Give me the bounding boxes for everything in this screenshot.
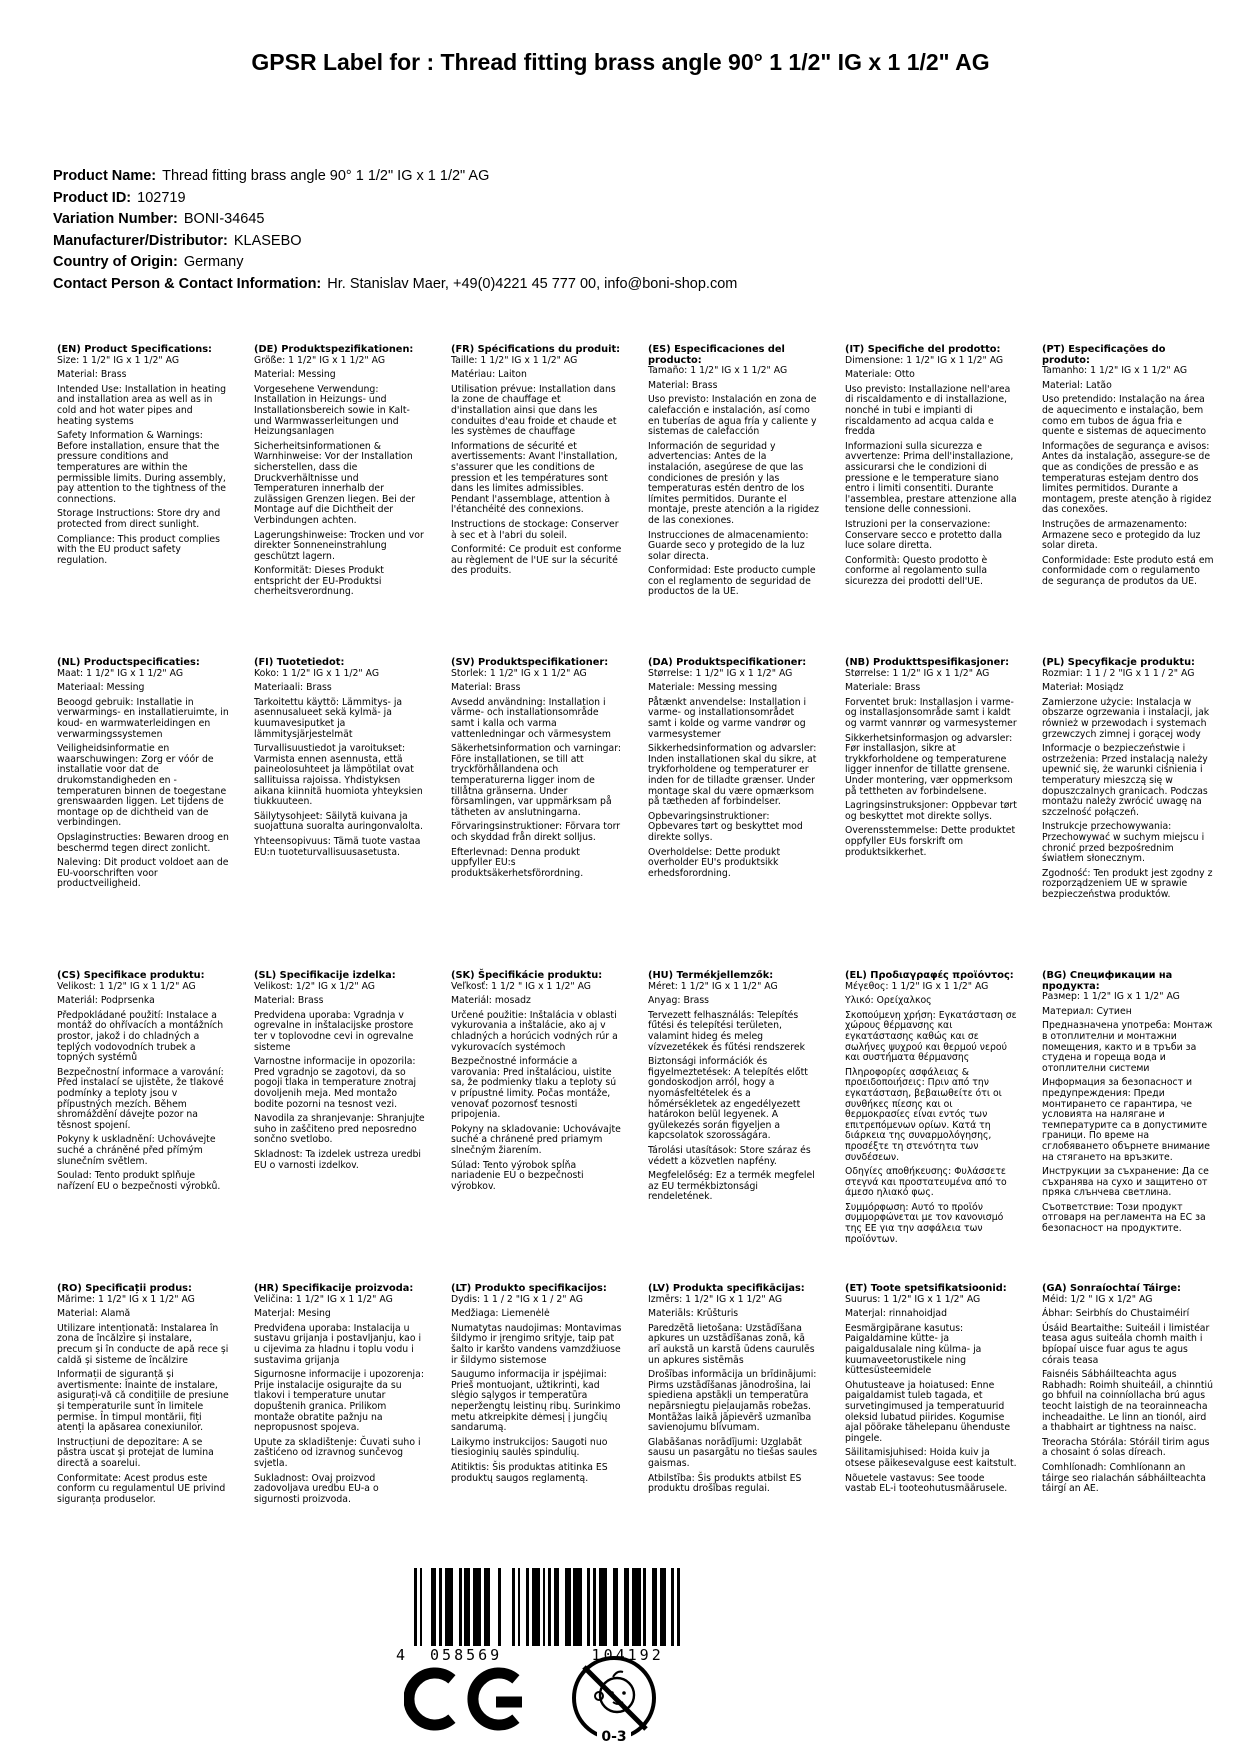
- spec-paragraph: Paredzētā lietošana: Uzstādīšana apkures un uzstādīšanas zonā, kā arī aukstā un karstā ūdens caurulēs un apkures sistēmās: [648, 1322, 815, 1366]
- spec-paragraph: Veličina: 1 1/2" IG x 1 1/2" AG: [254, 1293, 393, 1305]
- spec-paragraph: Instrucciones de almacenamiento: Guarde seco y protegido de la luz solar directa.: [648, 529, 809, 562]
- spec-paragraph: Opslaginstructies: Bewaren droog en beschermd tegen direct zonlicht.: [57, 831, 229, 854]
- spec-paragraph: Tamanho: 1 1/2" IG x 1 1/2" AG: [1042, 365, 1188, 377]
- lang-header: (SL) Specifikacije izdelka:: [254, 970, 396, 981]
- contact-row: [53, 274, 737, 296]
- language-spec-block-nb: [845, 658, 1017, 971]
- spec-paragraph: Förvaringsinstruktioner: Förvara torr och skyddad från direkt solljus.: [451, 821, 621, 843]
- spec-paragraph: Předpokládané použití: Instalace a montáž do ohřívacích a montážních prostor, jakož i do chladných a teplých vodovodních trubek a topných systémů: [57, 1009, 224, 1064]
- spec-paragraph: Påtænkt anvendelse: Installation i varme- og installationsområdet samt i kolde og varme vandrør og varmesystemer: [648, 696, 807, 740]
- barcode-left-group: 058569: [430, 1646, 503, 1664]
- spec-paragraph: Atitiktis: Šis produktas atitinka ES produktų saugos reglamentą.: [451, 1461, 608, 1484]
- spec-paragraph: Материал: Сутиен: [1042, 1005, 1132, 1017]
- spec-paragraph: Размер: 1 1/2" IG x 1 1/2" AG: [1042, 991, 1180, 1003]
- spec-paragraph: Velikost: 1 1/2" IG x 1 1/2" AG: [57, 980, 196, 992]
- spec-paragraph: Opbevaringsinstruktioner: Opbevares tørt og beskyttet mod direkte sollys.: [648, 810, 803, 843]
- lang-header: (DE) Produktspezifikationen:: [254, 344, 414, 355]
- product-name-label: Product Name:: [53, 168, 157, 184]
- spec-paragraph: Μέγεθος: 1 1/2" IG x 1 1/2" AG: [845, 980, 989, 992]
- spec-paragraph: Ábhar: Seirbhís do Chustaiméirí: [1042, 1308, 1190, 1320]
- spec-paragraph: Utilizare intenționată: Instalarea în zona de încălzire și instalare, precum și în conducte de apă rece și caldă și sisteme de încălzire: [57, 1322, 229, 1366]
- spec-paragraph: Maat: 1 1/2" IG x 1 1/2" AG: [57, 667, 184, 679]
- spec-paragraph: Materiale: Messing messing: [648, 682, 778, 694]
- spec-paragraph: Υλικό: Ορείχαλκος: [845, 995, 932, 1007]
- language-spec-block-da: [648, 658, 820, 971]
- page-title: GPSR Label for : Thread fitting brass angle 90° 1 1/2" IG x 1 1/2" AG: [251, 49, 990, 75]
- spec-paragraph: Overensstemmelse: Dette produktet oppfyller EUs forskrift om produktsikkerhet.: [845, 825, 1016, 858]
- language-spec-block-hu: [648, 971, 820, 1284]
- spec-paragraph: Numatytas naudojimas: Montavimas šildymo ir įrengimo srityje, taip pat šalto ir karšto vandens vamzdžiuose ir šildymo sistemose: [451, 1322, 622, 1366]
- spec-paragraph: Material: Alamă: [57, 1308, 131, 1320]
- spec-paragraph: Informações de segurança e avisos: Antes da instalação, assegure-se de que as condições de pressão e as temperaturas estejam dentro dos limites permitidos. Durante a montagem, preste atenção à rigidez das conexões.: [1042, 440, 1212, 516]
- product-id-row: [53, 188, 737, 210]
- lang-header: (IT) Specifiche del prodotto:: [845, 344, 1001, 355]
- spec-paragraph: Drošības informācija un brīdinājumi: Pirms uzstādīšanas jānodrošina, lai spiediena apstākļi un temperatūra nepārsniegtu pieļaujamās robežas. Montāžas laikā jāpievērš uzmanība savienojumu blīvumam.: [648, 1369, 817, 1434]
- spec-paragraph: Materjal: rinnahoidjad: [845, 1308, 947, 1320]
- spec-paragraph: Skladnost: Ta izdelek ustreza uredbi EU o varnosti izdelkov.: [254, 1148, 422, 1171]
- spec-paragraph: Conformidade: Este produto está em conformidade com o regulamento de segurança de produtos da UE.: [1042, 554, 1214, 587]
- spec-paragraph: Dydis: 1 1 / 2 "IG x 1 / 2" AG: [451, 1293, 583, 1305]
- spec-paragraph: Naleving: Dit product voldoet aan de EU-voorschriften voor productveiligheid.: [57, 857, 229, 890]
- lang-header: (LT) Produkto specifikacijos:: [451, 1283, 607, 1294]
- spec-paragraph: Materiał: Mosiądz: [1042, 682, 1124, 694]
- lang-header: (EL) Προδιαγραφές προϊόντος:: [845, 970, 1014, 981]
- language-spec-block-cs: [57, 971, 229, 1284]
- lang-header: (PT) Especificações do produto:: [1042, 344, 1166, 366]
- spec-paragraph: Съответствие: Този продукт отговаря на регламента на ЕС за безопасност на продуктите.: [1042, 1201, 1206, 1235]
- spec-paragraph: Materiál: Podprsenka: [57, 995, 155, 1007]
- language-spec-block-pt: [1042, 345, 1214, 658]
- age-warning-icon: [568, 1652, 660, 1750]
- barcode-right-group: 104192: [591, 1646, 664, 1664]
- spec-paragraph: Konformität: Dieses Produkt entspricht der EU-Produktsi cherheitsverordnung.: [254, 565, 384, 598]
- spec-paragraph: Sigurnosne informacije i upozorenja: Prije instalacije osigurajte da su tlakovi i temperature unutar dopuštenih granica. Prilikom montaže obratite pažnju na nepropusnost spojeva.: [254, 1369, 424, 1434]
- spec-paragraph: Materiale: Otto: [845, 369, 915, 381]
- spec-paragraph: Инструкции за съхранение: Да се съхранява на сухо и защитено от пряка слънчева светлина.: [1042, 1166, 1209, 1199]
- spec-paragraph: Materiaal: Messing: [57, 682, 145, 694]
- spec-paragraph: Súlad: Tento výrobok spĺňa nariadenie EÚ o bezpečnosti výrobkov.: [451, 1159, 584, 1192]
- spec-paragraph: Yhteensopivuus: Tämä tuote vastaa EU:n tuoteturvallisuusasetusta.: [254, 835, 421, 858]
- spec-paragraph: Størrelse: 1 1/2" IG x 1 1/2" AG: [845, 667, 990, 679]
- spec-paragraph: Intended Use: Installation in heating and installation area as well as in cold and hot water pipes and heating systems: [57, 383, 227, 427]
- language-spec-block-de: [254, 345, 426, 658]
- spec-paragraph: Úsáid Beartaithe: Suiteáil i limistéar teasa agus suiteála chomh maith i bpíopaí uisce fuar agus te agus córais teasa: [1042, 1322, 1210, 1366]
- spec-paragraph: Predviđena uporaba: Instalacija u sustavu grijanja i postavljanju, kao i u cijevima za hladnu i toplu vodu i sustavima grijanja: [254, 1322, 422, 1366]
- spec-paragraph: Saugumo informacija ir įspėjimai: Prieš montuojant, užtikrinti, kad slėgio sąlygos ir temperatūra neperžengtų leistinų ribų. Surinkimo metu atkreipkite dėmesį į jungčių sandarumą.: [451, 1369, 621, 1434]
- spec-paragraph: Medžiaga: Liemenėlė: [451, 1308, 550, 1320]
- lang-header: (FI) Tuotetiedot:: [254, 657, 345, 668]
- spec-paragraph: Megfelelőség: Ez a termék megfelel az EU termékbiztonsági rendeletének.: [648, 1170, 815, 1203]
- spec-paragraph: Σκοπούμενη χρήση: Εγκατάσταση σε χώρους θέρμανσης και εγκατάστασης καθώς και σε σωλήνες ψυχρού και θερμού νερού και συστήματα θέρμανσης: [845, 1009, 1017, 1064]
- spec-paragraph: Taille: 1 1/2" IG x 1 1/2" AG: [451, 354, 578, 366]
- spec-paragraph: Veiligheidsinformatie en waarschuwingen: Zorg er vóór de installatie voor dat de drukomstandigheden en -temperaturen binnen de toegestane grenswaarden liggen. Let tijdens de montage op de dichtheid van de verbindingen.: [57, 743, 227, 829]
- variation-number-row: [53, 209, 737, 231]
- spec-paragraph: Mărime: 1 1/2" IG x 1 1/2" AG: [57, 1293, 195, 1305]
- product-info: [53, 166, 737, 295]
- spec-paragraph: Suurus: 1 1/2" IG x 1 1/2" AG: [845, 1293, 981, 1305]
- country-of-origin-row: [53, 252, 737, 274]
- language-spec-block-ro: [57, 1284, 229, 1505]
- spec-paragraph: Οδηγίες αποθήκευσης: Φυλάσσετε στεγνά και προστατευμένα από το άμεσο ηλιακό φως.: [845, 1166, 1007, 1199]
- spec-paragraph: Matériau: Laiton: [451, 369, 527, 381]
- ce-mark-icon: [404, 1664, 532, 1736]
- spec-paragraph: Materiaali: Brass: [254, 682, 332, 694]
- language-spec-block-pl: [1042, 658, 1214, 971]
- product-id-value: 102719: [137, 189, 186, 206]
- spec-paragraph: Informații de siguranță și avertismente: Înainte de instalare, asigurați-vă că condițiile de presiune și temperaturile sunt în limitele permise. În timpul montării, fiți atenți la apăsarea conexiunilor.: [57, 1369, 229, 1434]
- spec-paragraph: Material: Latão: [1042, 379, 1112, 391]
- spec-paragraph: Säilitamisjuhised: Hoida kuiv ja otsese päikesevalguse eest kaitstult.: [845, 1447, 1017, 1469]
- lang-header: (BG) Спецификации на продукта:: [1042, 970, 1173, 992]
- spec-paragraph: Informacje o bezpieczeństwie i ostrzeżenia: Przed instalacją należy upewnić się, że warunki ciśnienia i temperatury mieszczą się w dopuszczalnych granicach. Podczas montażu należy zwrócić uwagę na szczelność połączeń.: [1042, 743, 1208, 818]
- spec-paragraph: Predvidena uporaba: Vgradnja v ogrevalne in inštalacijske prostore ter v toplovodne cevi in ogrevalne sisteme: [254, 1009, 414, 1053]
- manufacturer-row: [53, 231, 737, 253]
- lang-header: (SK) Špecifikácie produktu:: [451, 970, 603, 981]
- spec-paragraph: Dimensione: 1 1/2" IG x 1 1/2" AG: [845, 354, 1004, 366]
- spec-paragraph: Информация за безопасност и предупреждения: Преди монтирането се гарантира, че условията на налягане и температурите са в допустимите граници. По време на сглобяването обърнете внимание на стягането на връзките.: [1042, 1077, 1210, 1163]
- spec-paragraph: Overholdelse: Dette produkt overholder EU's produktsikk erhedsforordning.: [648, 846, 781, 879]
- spec-paragraph: Comhlíonadh: Comhlíonann an táirge seo rialachán sábháilteachta táirgí an AE.: [1042, 1461, 1206, 1495]
- language-spec-block-sv: [451, 658, 623, 971]
- spec-paragraph: Instrucțiuni de depozitare: A se păstra uscat și protejat de lumina directă a soarelui.: [57, 1436, 214, 1469]
- lang-header: (CS) Specifikace produktu:: [57, 970, 205, 981]
- spec-paragraph: Navodila za shranjevanje: Shranjujte suho in zaščiteno pred neposredno sončno svetlobo.: [254, 1113, 425, 1146]
- spec-paragraph: Informazioni sulla sicurezza e avvertenze: Prima dell'installazione, assicurarsi che le condizioni di pressione e le temperature siano entro i limiti consentiti. Durante l'assemblea, prestare attenzione alla tensione delle connessioni.: [845, 440, 1017, 516]
- spec-paragraph: Avsedd användning: Installation i värme- och installationsområde samt i kalla och varma vattenledningar och värmesystem: [451, 696, 611, 740]
- spec-paragraph: Izmērs: 1 1/2" IG x 1 1/2" AG: [648, 1293, 783, 1305]
- variation-number-value: BONI-34645: [183, 211, 265, 227]
- spec-paragraph: Určené použitie: Inštalácia v oblasti vykurovania a inštalácie, ako aj v chladných a horúcich vodných rúr a vykurovacích systémoch: [451, 1009, 618, 1053]
- age-warning-label: 0-3: [601, 1729, 627, 1745]
- spec-paragraph: Tamaño: 1 1/2" IG x 1 1/2" AG: [648, 365, 788, 377]
- lang-header: (NL) Productspecificaties:: [57, 657, 200, 668]
- spec-paragraph: Atbilstība: Šis produkts atbilst ES produktu drošības regulai.: [648, 1472, 802, 1495]
- spec-paragraph: Uso previsto: Instalación en zona de calefacción e instalación, así como en tuberías de agua fría y caliente y sistemas de calefacción: [648, 394, 817, 438]
- spec-paragraph: Varnostne informacije in opozorila: Pred vgradnjo se zagotovi, da so pogoji tlaka in temperature znotraj dovoljenih meja. Med montažo bodite pozorni na tesnost vezi.: [254, 1056, 417, 1110]
- lang-header: (ES) Especificaciones del producto:: [648, 344, 785, 366]
- spec-paragraph: Sicherheitsinformationen & Warnhinweise: Vor der Installation sicherstellen, dass die Druckverhältnisse und Temperaturen innerhalb der zulässigen Grenzen liegen. Bei der Montage auf die Dichtheit der Verbindungen achten.: [254, 440, 416, 526]
- country-of-origin-label: Country of Origin:: [53, 254, 178, 270]
- lang-header: (SV) Produktspecifikationer:: [451, 657, 609, 668]
- spec-paragraph: Sukladnost: Ovaj proizvod zadovoljava uredbu EU-a o sigurnosti proizvoda.: [254, 1472, 379, 1505]
- lang-header: (GA) Sonraíochtaí Táirge:: [1042, 1283, 1181, 1294]
- spec-paragraph: Faisnéis Sábháilteachta agus Rabhadh: Roimh shuiteáil, a chinntiú go bhfuil na coinníollacha brú agus teocht laistigh de na teorainneacha incheadaithe. Le linn an tionól, aird a thabhairt ar tightness na naisc.: [1042, 1369, 1214, 1434]
- spec-paragraph: Πληροφορίες ασφάλειας & προειδοποιήσεις: Πριν από την εγκατάσταση, βεβαιωθείτε ότι οι συνθήκες πίεσης και οι θερμοκρασίες είναι εντός των επιτρεπόμενων ορίων. Κατά τη διάρκεια της συναρμολόγησης, προσέξτε τη στενότητα των συνδέσεων.: [845, 1066, 1002, 1163]
- spec-paragraph: Tárolási utasítások: Store száraz és védett a közvetlen napfény.: [648, 1144, 811, 1167]
- spec-paragraph: Safety Information & Warnings: Before installation, ensure that the pressure conditions and temperatures are within the permissible limits. During assembly, pay attention to the tightness of the connections.: [57, 430, 227, 505]
- spec-paragraph: Instruções de armazenamento: Armazene seco e protegido da luz solar direta.: [1042, 518, 1201, 552]
- lang-header: (DA) Produktspecifikationer:: [648, 657, 807, 668]
- spec-paragraph: Pokyny k uskladnění: Uchovávejte suché a chráněné před přímým slunečním světlem.: [57, 1134, 216, 1167]
- language-spec-block-sl: [254, 971, 426, 1284]
- manufacturer-label: Manufacturer/Distributor:: [53, 232, 228, 249]
- spec-paragraph: Tarkoitettu käyttö: Lämmitys- ja asennusalueet sekä kylmä- ja kuumavesiputket ja lämmitysjärjestelmät: [254, 696, 403, 740]
- country-of-origin-value: Germany: [183, 254, 244, 270]
- spec-paragraph: Storage Instructions: Store dry and protected from direct sunlight.: [57, 508, 221, 530]
- spec-paragraph: Instructions de stockage: Conserver à sec et à l'abri du soleil.: [451, 518, 619, 541]
- spec-paragraph: Material: Brass: [451, 682, 521, 694]
- spec-paragraph: Velikost: 1/2" IG x 1/2" AG: [254, 980, 375, 992]
- language-spec-block-it: [845, 345, 1017, 658]
- lang-header: (EN) Product Specifications:: [57, 344, 212, 355]
- spec-paragraph: Méid: 1/2 " IG x 1/2" AG: [1042, 1293, 1153, 1305]
- language-spec-block-hr: [254, 1284, 426, 1505]
- spec-paragraph: Bezpečnostní informace a varování: Před instalací se ujistěte, že tlakové podmínky a teploty jsou v přípustných mezích. Během shromáždění dávejte pozor na těsnost spojení.: [57, 1066, 224, 1131]
- barcode-main: [414, 1568, 680, 1663]
- spec-paragraph: Предназначена употреба: Монтаж в отоплителни и монтажни помещения, както и в тръби за студена и гореща вода и отоплителни системи: [1042, 1020, 1213, 1074]
- language-spec-block-lt: [451, 1284, 623, 1505]
- spec-paragraph: Turvallisuustiedot ja varoitukset: Varmista ennen asennusta, että paineolosuhteet ja lämpötilat ovat sallituissa rajoissa. Yhdistyksen aikana kiinnitä huomiota yhteyksien tiukkuuteen.: [254, 743, 423, 808]
- spec-paragraph: Pokyny na skladovanie: Uchovávajte suché a chránené pred priamym slnečným žiarením.: [451, 1123, 621, 1156]
- spec-paragraph: Conformité: Ce produit est conforme au règlement de l'UE sur la sécurité des produits.: [451, 544, 622, 577]
- spec-paragraph: Koko: 1 1/2" IG x 1 1/2" AG: [254, 667, 380, 679]
- contact-label: Contact Person & Contact Information:: [53, 275, 322, 292]
- lang-header: (NB) Produkttspesifikasjoner:: [845, 657, 1009, 668]
- spec-paragraph: Lagerungshinweise: Trocken und vor direkter Sonneneinstrahlung geschützt lagern.: [254, 529, 424, 562]
- product-name-value: Thread fitting brass angle 90° 1 1/2" IG x 1 1/2" AG: [162, 168, 490, 184]
- spec-paragraph: Bezpečnostné informácie a varovania: Pred inštaláciou, uistite sa, že podmienky tlaku a teploty sú v prípustné limity. Počas montáže, venovať pozornosť tesnosti pripojenia.: [451, 1056, 617, 1121]
- spec-paragraph: Material: Messing: [254, 369, 336, 381]
- spec-paragraph: Storlek: 1 1/2" IG x 1 1/2" AG: [451, 667, 587, 679]
- language-spec-block-es: [648, 345, 820, 658]
- language-specs-grid: [57, 345, 1214, 1505]
- spec-paragraph: Conformità: Questo prodotto è conforme al regolamento sulla sicurezza dei prodotti dell'UE.: [845, 554, 988, 587]
- spec-paragraph: Información de seguridad y advertencias: Antes de la instalación, asegúrese de que las condiciones de presión y las temperaturas estén dentro de los límites permitidos. Durante el montaje, preste atención a la rigidez de las conexiones.: [648, 440, 820, 526]
- spec-paragraph: Materiale: Brass: [845, 682, 921, 694]
- spec-paragraph: Conformitate: Acest produs este conform cu regulamentul UE privind siguranța produselor.: [57, 1472, 226, 1505]
- barcode-bars: [414, 1568, 680, 1646]
- language-spec-block-fi: [254, 658, 426, 971]
- product-name-row: [53, 166, 737, 188]
- language-spec-block-en: [57, 345, 229, 658]
- lang-header: (PL) Specyfikacje produktu:: [1042, 657, 1195, 668]
- spec-paragraph: Laikymo instrukcijos: Saugoti nuo tiesioginių saulės spindulių.: [451, 1436, 608, 1459]
- language-spec-block-nl: [57, 658, 229, 971]
- spec-paragraph: Size: 1 1/2" IG x 1 1/2" AG: [57, 354, 180, 366]
- spec-paragraph: Sikkerhetsinformasjon og advarsler: Før installasjon, sikre at trykkforholdene og temperaturene ligger innenfor de tillatte grensene. Under montering, vær oppmerksom på tettheten av forbindelsene.: [845, 732, 1013, 797]
- spec-paragraph: Nõuetele vastavus: See toode vastab EL-i tooteohutusmäärusele.: [845, 1472, 1008, 1495]
- lang-header: (RO) Specificații produs:: [57, 1283, 192, 1294]
- spec-paragraph: Säkerhetsinformation och varningar: Före installationen, se till att tryckförhållandena och temperaturerna ligger inom de tillåtna gränserna. Under församlingen, var uppmärksam på tätheten av anslutningarna.: [451, 743, 622, 818]
- spec-paragraph: Efterlevnad: Denna produkt uppfyller EU:s produktsäkerhetsförordning.: [451, 846, 584, 879]
- spec-paragraph: Materiāls: Krūšturis: [648, 1308, 739, 1320]
- lang-header: (LV) Produkta specifikācijas:: [648, 1283, 805, 1294]
- variation-number-label: Variation Number:: [53, 211, 178, 227]
- spec-paragraph: Informations de sécurité et avertissements: Avant l'installation, s'assurer que les conditions de pression et les températures sont dans les limites admissibles. Pendant l'assemblage, attention à l'étanchéité des connexions.: [451, 440, 618, 516]
- spec-paragraph: Istruzioni per la conservazione: Conservare secco e protetto dalla luce solare diretta.: [845, 518, 1003, 552]
- spec-paragraph: Rozmiar: 1 1 / 2 "IG x 1 1 / 2" AG: [1042, 667, 1195, 679]
- spec-paragraph: Συμμόρφωση: Αυτό το προϊόν συμμορφώνεται με τον κανονισμό της ΕΕ για την ασφάλεια των προϊόντων.: [845, 1201, 1004, 1245]
- spec-paragraph: Säilytysohjeet: Säilytä kuivana ja suojattuna suoralta auringonvalolta.: [254, 810, 423, 833]
- spec-paragraph: Biztonsági információk és figyelmeztetések: A telepítés előtt gondoskodjon arról, hogy a nyomásfeltételek és a hőmérsékletek az engedélyezett határokon belül legyenek. A gyülekezés során figyeljen a kapcsolatok szorosságára.: [648, 1056, 808, 1142]
- language-spec-block-sk: [451, 971, 623, 1284]
- language-spec-block-el: [845, 971, 1017, 1284]
- lang-header: (HU) Termékjellemzők:: [648, 970, 774, 981]
- spec-paragraph: Anyag: Brass: [648, 995, 710, 1007]
- spec-paragraph: Materiál: mosadz: [451, 995, 531, 1007]
- lang-header: (ET) Toote spetsifikatsioonid:: [845, 1283, 1007, 1294]
- product-id-label: Product ID:: [53, 189, 132, 206]
- barcode: [396, 1568, 680, 1663]
- lang-header: (FR) Spécifications du produit:: [451, 344, 621, 355]
- language-spec-block-ga: [1042, 1284, 1214, 1505]
- spec-paragraph: Utilisation prévue: Installation dans la zone de chauffage et d'installation ainsi que dans les conduites d'eau froide et chaude et les systèmes de chauffage: [451, 383, 617, 438]
- manufacturer-value: KLASEBO: [233, 232, 302, 249]
- spec-paragraph: Conformidad: Este producto cumple con el reglamento de seguridad de productos de la UE.: [648, 565, 816, 598]
- spec-paragraph: Compliance: This product complies with the EU product safety regulation.: [57, 533, 220, 566]
- spec-paragraph: Uso pretendido: Instalação na área de aquecimento e instalação, bem como em tubos de água fria e quente e sistemas de aquecimento: [1042, 394, 1207, 438]
- spec-paragraph: Sikkerhedsinformation og advarsler: Inden installationen skal du sikre, at trykforholdene og temperaturer er inden for de tilladte grænser. Under montage skal du være opmærksom på tætheden af forbindelser.: [648, 743, 817, 808]
- spec-paragraph: Material: Brass: [254, 995, 324, 1007]
- spec-paragraph: Beoogd gebruik: Installatie in verwarmings- en installatieruimte, in koud- en warmwaterleidingen en verwarmingssystemen: [57, 696, 229, 740]
- spec-paragraph: Vorgesehene Verwendung: Installation in Heizungs- und Installationsbereich sowie in Kalt- und Warmwasserleitungen und Heizungsanlagen: [254, 383, 410, 438]
- spec-paragraph: Instrukcje przechowywania: Przechowywać w suchym miejscu i chronić przed bezpośrednim światłem słonecznym.: [1042, 821, 1205, 865]
- spec-paragraph: Veľkosť: 1 1/2 " IG x 1 1/2" AG: [451, 980, 592, 992]
- spec-paragraph: Upute za skladištenje: Čuvati suho i zaštićeno od izravnog sunčevog svjetla.: [254, 1436, 421, 1469]
- spec-paragraph: Soulad: Tento produkt splňuje nařízení EU o bezpečnosti výrobků.: [57, 1170, 221, 1192]
- spec-paragraph: Ohutusteave ja hoiatused: Enne paigaldamist tuleb tagada, et survetingimused ja temperatuurid oleksid lubatud piirides. Kogumise ajal pöörake tähelepanu ühenduste pingele.: [845, 1379, 1011, 1444]
- language-spec-block-et: [845, 1284, 1017, 1505]
- spec-paragraph: Größe: 1 1/2" IG x 1 1/2" AG: [254, 354, 386, 366]
- spec-paragraph: Zamierzone użycie: Instalacja w obszarze ogrzewania i instalacji, jak również w przewodach i systemach grzewczych zimnej i gorącej wody: [1042, 696, 1210, 740]
- language-spec-block-bg: [1042, 971, 1214, 1284]
- language-spec-block-lv: [648, 1284, 820, 1505]
- contact-value: Hr. Stanislav Maer, +49(0)4221 45 777 00, info@boni-shop.com: [327, 275, 738, 292]
- spec-paragraph: Méret: 1 1/2" IG x 1 1/2" AG: [648, 980, 778, 992]
- barcode-lead-digit: 4: [396, 1646, 406, 1664]
- spec-paragraph: Treoracha Stórála: Stóráil tirim agus a chosaint ó solas díreach.: [1042, 1436, 1210, 1459]
- spec-paragraph: Uso previsto: Installazione nell'area di riscaldamento e di installazione, nonché in tubi e impianti di riscaldamento ad acqua calda e fredda: [845, 383, 1011, 438]
- spec-paragraph: Tervezett felhasználás: Telepítés fűtési és telepítési területen, valamint hideg és meleg vízvezetékek és fűtési rendszerek: [648, 1009, 805, 1053]
- spec-paragraph: Eesmärgipärane kasutus: Paigaldamine kütte- ja paigaldusalale ning külma- ja kuumaveetorustikele ning küttesüsteemidele: [845, 1322, 982, 1377]
- language-spec-block-fr: [451, 345, 623, 658]
- spec-paragraph: Zgodność: Ten produkt jest zgodny z rozporządzeniem UE w sprawie bezpieczeństwa produktów.: [1042, 867, 1213, 900]
- spec-paragraph: Material: Brass: [648, 379, 718, 391]
- spec-paragraph: Materjal: Mesing: [254, 1308, 331, 1320]
- spec-paragraph: Glabāšanas norādījumi: Uzglabāt sausu un pasargātu no tiešas saules gaismas.: [648, 1436, 818, 1469]
- lang-header: (HR) Specifikacije proizvoda:: [254, 1283, 414, 1294]
- spec-paragraph: Forventet bruk: Installasjon i varme- og installasjonsområde samt i kaldt og varmt vannrør og varmesystemer: [845, 696, 1017, 729]
- title-wrap: [0, 44, 1241, 81]
- spec-paragraph: Størrelse: 1 1/2" IG x 1 1/2" AG: [648, 667, 793, 679]
- spec-paragraph: Lagringsinstruksjoner: Oppbevar tørt og beskyttet mot direkte sollys.: [845, 800, 1017, 822]
- spec-paragraph: Material: Brass: [57, 369, 127, 381]
